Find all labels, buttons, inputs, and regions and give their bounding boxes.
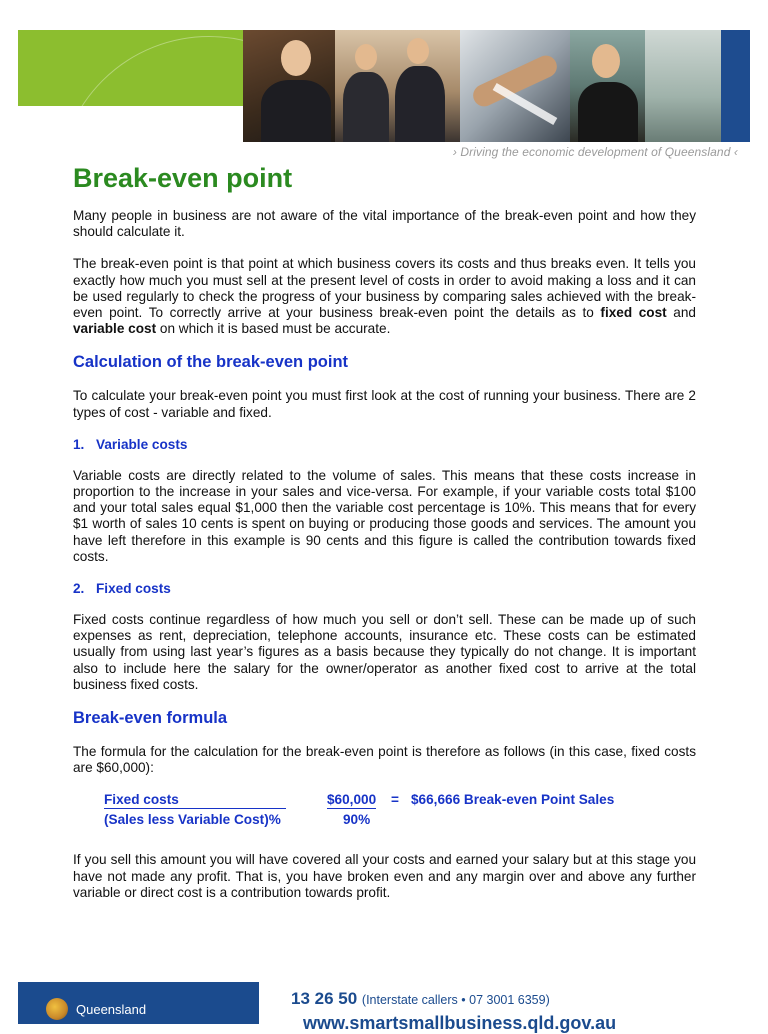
footer-phone-number: 13 26 50 bbox=[291, 989, 358, 1008]
formula-heading: Break-even formula bbox=[73, 709, 228, 728]
banner-green-panel bbox=[18, 30, 243, 106]
header-banner bbox=[18, 30, 750, 142]
conclusion-paragraph: If you sell this amount you will have covered all your costs and earned your salary but at this stage you have not made any profit. That is, you have broken even and any margin over and above any further variable or direct cost is a contribution towards profit. bbox=[73, 852, 696, 900]
banner-photo-business-meeting bbox=[335, 30, 460, 142]
variable-costs-number: 1. bbox=[73, 436, 85, 452]
definition-bold-variable-cost: variable cost bbox=[73, 321, 157, 337]
banner-photo-strip bbox=[243, 30, 750, 142]
break-even-formula bbox=[73, 792, 696, 838]
banner-blue-panel bbox=[645, 30, 750, 142]
footer-logo-panel bbox=[18, 982, 259, 1024]
definition-text-2: on which it is based must be accurate. bbox=[156, 321, 391, 337]
formula-paragraph: The formula for the calculation for the break-even point is therefore as follows (in this case, fixed costs are $60,000): bbox=[73, 744, 696, 776]
footer-logo-text: Queensland bbox=[76, 1002, 147, 1017]
formula-numerator: Fixed costs bbox=[104, 792, 286, 809]
page-title: Break-even point bbox=[73, 163, 293, 193]
intro-paragraph: Many people in business are not aware of the vital importance of the break-even point and how they should calculate it. bbox=[73, 208, 696, 240]
banner-photo-handshake bbox=[460, 30, 570, 142]
header-tagline: › Driving the economic development of Queensland ‹ bbox=[452, 145, 738, 159]
calculation-paragraph: To calculate your break-even point you must first look at the cost of running your business. There are 2 types of cost - variable and fixed. bbox=[73, 388, 696, 420]
variable-costs-title: Variable costs bbox=[96, 436, 188, 452]
formula-denominator: (Sales less Variable Cost)% bbox=[104, 812, 281, 828]
footer-phone bbox=[291, 989, 550, 1009]
queensland-crest-icon bbox=[46, 998, 68, 1020]
definition-bold-fixed-cost: fixed cost bbox=[600, 305, 667, 321]
fixed-costs-number: 2. bbox=[73, 581, 85, 597]
variable-costs-paragraph: Variable costs are directly related to the volume of sales. This means that these costs increase in proportion to the increase in your sales and vice-versa. For example, if your variable costs total $100 and your total sales equal $1,000 then the variable cost percentage is 10%. This means that for every $1 worth of sales 10 cents is spent on buying or producing those goods and services. The amount you have left therefore in this example is 90 cents and this figure is called the contribution towards fixed costs. bbox=[73, 467, 696, 564]
definition-text-1: The break-even point is that point at which business covers its costs and thus breaks even. It tells you exactly how much you must sell at the present level of costs in order to avoid making a loss and it can be used regularly to check the progress of your business by comparing sales achieved with the break-even point. To correctly arrive at your business break-even point the details as to bbox=[73, 256, 696, 321]
banner-photo-man-smiling bbox=[570, 30, 645, 142]
banner-photo-woman-on-phone bbox=[243, 30, 335, 142]
fixed-costs-title: Fixed costs bbox=[96, 581, 171, 597]
variable-costs-heading bbox=[73, 437, 696, 452]
footer-website-link[interactable]: www.smartsmallbusiness.qld.gov.au bbox=[303, 1013, 617, 1033]
definition-paragraph bbox=[73, 256, 696, 337]
footer-phone-note: (Interstate callers • 07 3001 6359) bbox=[361, 993, 550, 1007]
fixed-costs-paragraph: Fixed costs continue regardless of how much you sell or don’t sell. These can be made up of such expenses as rent, depreciation, telephone accounts, insurance etc. These costs can be estimated usually from using last year’s figures as a basis because they typically do not change. It is important also to include here the salary for the owner/operator as another fixed cost to arrive at the total business fixed costs. bbox=[73, 612, 696, 692]
formula-percent: 90% bbox=[343, 812, 371, 828]
definition-text-and: and bbox=[666, 305, 696, 321]
document-body bbox=[73, 163, 696, 917]
formula-equals: = bbox=[391, 792, 399, 808]
formula-value: $60,000 bbox=[327, 792, 377, 808]
calculation-heading: Calculation of the break-even point bbox=[73, 353, 349, 372]
formula-result: $66,666 Break-even Point Sales bbox=[411, 792, 615, 808]
fixed-costs-heading bbox=[73, 581, 696, 596]
